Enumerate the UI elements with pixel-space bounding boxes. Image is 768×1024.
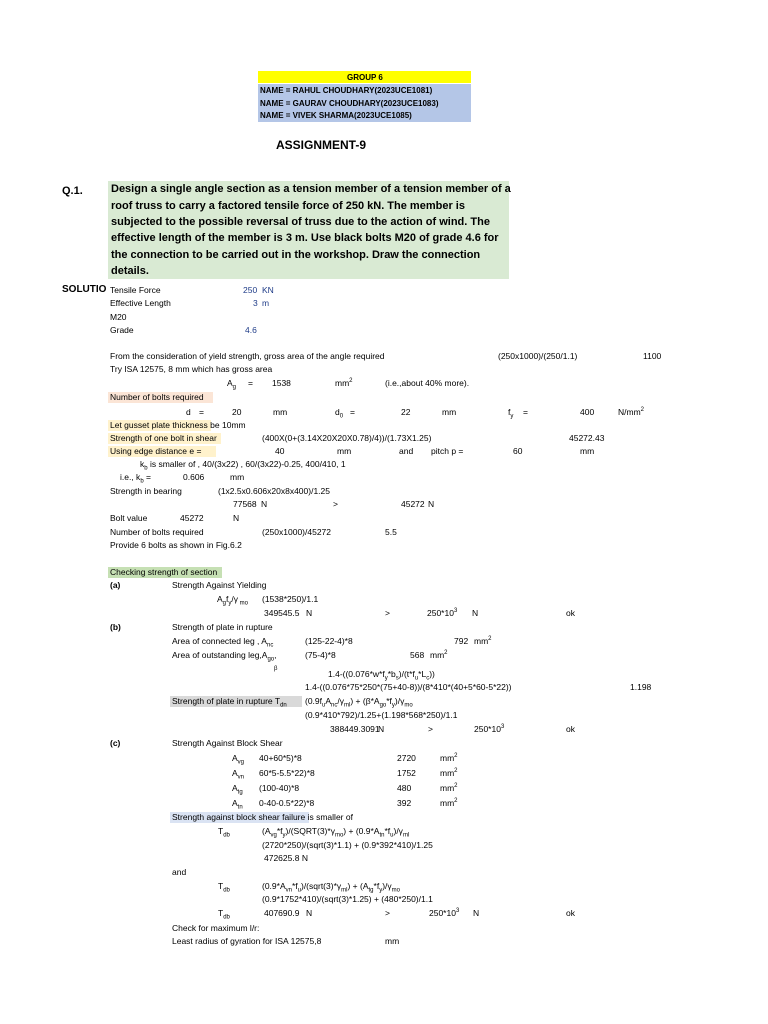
ag-value: 1538 [272, 378, 291, 388]
atn-value: 392 [397, 798, 412, 808]
part-a-compare-unit: N [472, 608, 479, 618]
least-radius-unit: mm [385, 936, 400, 946]
part-a-compare: $250*10^3$ [427, 608, 458, 618]
atg-formula: (100-40)*8 [259, 783, 300, 793]
tdb1-label: $T_{db}$ [218, 826, 230, 839]
kb-line: $k_b$ is smaller of , 40/(3x22) , 60/(3x22)-0.25, 400/410, 1 [140, 459, 346, 472]
part-a-formula-label: $A_gf_y/\gamma$ $_{mo}$ [217, 594, 249, 607]
eff-len-value: 3 [253, 298, 258, 308]
atn-label: $A_{tn}$ [232, 798, 243, 811]
tdb1-value: 472625.8 N [264, 853, 308, 863]
and-word: and [399, 446, 414, 456]
tdb2-label: $T_{db}$ [218, 881, 230, 894]
tdn-ok: ok [566, 724, 575, 734]
kb-value: 0.606 [183, 472, 205, 482]
bearing-gt: > [333, 499, 338, 509]
least-radius: Least radius of gyration for ISA 12575,8 [172, 936, 322, 946]
grade-value: 4.6 [245, 325, 257, 335]
beta-value: 1.198 [630, 682, 652, 692]
question-line-4: effective length of the member is 3 m. Use black bolts M20 of grade 4.6 for [111, 232, 499, 244]
ago-label: Area of outstanding $leg,A_{go}$, [172, 650, 277, 663]
tdb2-formula-1: $(0.9*A_{vn}*f_u)/(sqrt(3)*\gamma_{ml}) + (A_{tg}*f_y)/\gamma_{mo}$ [262, 881, 400, 894]
d-eq: = [199, 407, 204, 417]
tdb3-unit: N [306, 908, 313, 918]
part-a-gt: > [385, 608, 390, 618]
name-line-2: NAME = GAURAV CHOUDHARY(2023UCE1083) [260, 99, 439, 108]
num-bolts-value: 5.5 [385, 527, 397, 537]
anc-unit: $mm^2$ [474, 636, 492, 646]
part-b-label: (b) [110, 622, 121, 632]
tdn-compare: $250*10^3$ [474, 724, 505, 734]
checking-heading: Checking strength of section [110, 567, 218, 577]
bolt-value-unit: N [233, 513, 240, 523]
part-a-label: (a) [110, 580, 121, 590]
tdn-value: 388449.3091 [330, 724, 380, 734]
beta-label: β [274, 666, 278, 672]
part-a-title: Strength Against Yielding [172, 580, 267, 590]
tdn-formula-2: (0.9*410*792)/1.25+(1.198*568*250)/1.1 [305, 710, 458, 720]
avg-unit: $mm^2$ [440, 753, 458, 763]
fy-label: $f_y$ [508, 407, 514, 420]
avg-value: 2720 [397, 753, 416, 763]
bearing-value: 77568 [233, 499, 257, 509]
ag-unit: $mm^2$ [335, 378, 353, 388]
avn-unit: $mm^2$ [440, 768, 458, 778]
fy-unit: $N/mm^2$ [618, 407, 645, 417]
atg-label: $A_{tg}$ [232, 783, 243, 796]
tdb3-compare-unit: N [473, 908, 480, 918]
tdn-unit: N [378, 724, 385, 734]
anc-formula: (125-22-4)*8 [305, 636, 353, 646]
num-bolts-label: Number of bolts required [110, 527, 204, 537]
provide-line: Provide 6 bolts as shown in Fig.6.2 [110, 540, 242, 550]
shear-value: 45272.43 [569, 433, 605, 443]
try-isa-line: Try ISA 12575, 8 mm which has gross area [110, 364, 273, 374]
d0-value: 22 [401, 407, 411, 417]
anc-label: Area of connected leg , $A_{nc}$ [172, 636, 274, 649]
beta-formula-1: $1.4-((0.076*w*f_y*b_s)/(t*f_u*L_c))$ [328, 669, 435, 682]
ag-label: $A_g$ [227, 378, 237, 391]
atg-value: 480 [397, 783, 412, 793]
num-bolts-formula: (250x1000)/45272 [262, 527, 332, 537]
ago-unit: $mm^2$ [430, 650, 448, 660]
gusset-line: Let gusset plate thickness be 10mm [110, 420, 246, 430]
bolts-heading: Number of bolts required [110, 392, 204, 402]
d-unit: mm [273, 407, 288, 417]
part-a-ok: ok [566, 608, 575, 618]
part-a-formula: (1538*250)/1.1 [262, 594, 319, 604]
question-line-5: the connection to be carried out in the workshop. Draw the connection [111, 249, 481, 261]
d-value: 20 [232, 407, 242, 417]
ag-eq: = [248, 378, 253, 388]
tensile-force-value: 250 [243, 285, 258, 295]
grade-label: Grade [110, 325, 134, 335]
avn-label: $A_{vn}$ [232, 768, 245, 781]
d0-label: $d_0$ [335, 407, 344, 420]
and-label: and [172, 867, 187, 877]
page-title: ASSIGNMENT-9 [276, 138, 367, 152]
avg-formula: 40+60*5)*8 [259, 753, 302, 763]
question-line-2: roof truss to carry a factored tensile force of 250 kN. The member is [111, 200, 465, 212]
kb-ie: i.e., $k_b$ = [120, 472, 151, 485]
part-c-label: (c) [110, 738, 121, 748]
tensile-force-label: Tensile Force [110, 285, 161, 295]
avn-formula: 60*5-5.5*22)*8 [259, 768, 315, 778]
question-line-1: Design a single angle section as a tension member of a tension member of a [111, 183, 511, 195]
bearing-compare-unit: N [428, 499, 435, 509]
fy-eq: = [523, 407, 528, 417]
tdb1-formula-2: (2720*250)/(sqrt(3)*1.1) + (0.9*392*410)/1.25 [262, 840, 433, 850]
part-b-title: Strength of plate in rupture [172, 622, 273, 632]
kb-unit: mm [230, 472, 245, 482]
part-a-unit: N [306, 608, 313, 618]
ag-note: (i.e.,about 40% more). [385, 378, 470, 388]
d0-unit: mm [442, 407, 457, 417]
edge-label: Using edge distance e = [110, 446, 202, 456]
tdn-gt: > [428, 724, 433, 734]
pitch-value: 60 [513, 446, 523, 456]
name-line-3: NAME = VIVEK SHARMA(2023UCE1085) [260, 111, 412, 120]
ago-value: 568 [410, 650, 425, 660]
atn-formula: 0-40-0.5*22)*8 [259, 798, 315, 808]
fy-value: 400 [580, 407, 595, 417]
solution-label: SOLUTIO [62, 284, 107, 295]
tdb3-compare: $250*10^3$ [429, 908, 460, 918]
question-number: Q.1. [62, 185, 83, 197]
ago-formula: (75-4)*8 [305, 650, 336, 660]
block-label: Strength against block shear failure is smaller of [172, 812, 353, 822]
pitch-label: pitch p = [431, 446, 464, 456]
bolt-size-label: M20 [110, 312, 127, 322]
tdb3-ok: ok [566, 908, 575, 918]
edge-unit: mm [337, 446, 352, 456]
name-line-1: NAME = RAHUL CHOUDHARY(2023UCE1081) [260, 86, 433, 95]
shear-formula: (400X(0+(3.14X20X20X0.78)/4))/(1.73X1.25) [262, 433, 432, 443]
tdb3-gt: > [385, 908, 390, 918]
gross-area-line: From the consideration of yield strength, gross area of the angle required [110, 351, 385, 361]
bearing-compare: 45272 [401, 499, 425, 509]
tdb1-formula-1: $(A_{vg}*f_y)/(SQRT(3)*\gamma_{mo}) + (0.9*A_{tn}*f_u)/\gamma_{ml}$ [262, 826, 410, 839]
d0-eq: = [350, 407, 355, 417]
pitch-unit: mm [580, 446, 595, 456]
part-a-value: 349545.5 [264, 608, 300, 618]
tdb2-formula-2: (0.9*1752*410)/(sqrt(3)*1.25) + (480*250)/1.1 [262, 894, 433, 904]
tdb3-value: 407690.9 [264, 908, 300, 918]
group-label: GROUP 6 [347, 73, 383, 82]
bearing-formula: (1x2.5x0.606x20x8x400)/1.25 [218, 486, 330, 496]
avg-label: $A_{vg}$ [232, 753, 245, 766]
beta-formula-2: 1.4-((0.076*75*250*(75+40-8))/(8*410*(40+5*60-5*22)) [305, 682, 512, 692]
atn-unit: $mm^2$ [440, 798, 458, 808]
shear-label: Strength of one bolt in shear [110, 433, 217, 443]
tdn-formula-1: $(0.9f_uA_{nc}/\gamma_{ml}) + (\beta*A_{go}*f_y)/\gamma_{mo}$ [305, 696, 413, 709]
bolt-value-label: Bolt value [110, 513, 148, 523]
check-lr: Check for maximum l/r: [172, 923, 260, 933]
edge-value: 40 [275, 446, 285, 456]
bearing-unit: N [261, 499, 268, 509]
d-label: d [186, 407, 191, 417]
anc-value: 792 [454, 636, 469, 646]
avn-value: 1752 [397, 768, 416, 778]
tdn-label: Strength of plate in rupture $T_{dn}$ [172, 696, 287, 709]
part-c-title: Strength Against Block Shear [172, 738, 283, 748]
tensile-force-unit: KN [262, 285, 274, 295]
question-line-6: details. [111, 265, 149, 277]
tdb3-label: $T_{db}$ [218, 908, 230, 921]
bolt-value: 45272 [180, 513, 204, 523]
question-line-3: subjected to the possible reversal of truss due to the action of wind. The [111, 216, 490, 228]
gross-area-formula: (250x1000)/(250/1.1) [498, 351, 578, 361]
eff-len-label: Effective Length [110, 298, 171, 308]
gross-area-result: 1100 [643, 351, 662, 361]
bearing-label: Strength in bearing [110, 486, 182, 496]
eff-len-unit: m [262, 298, 270, 308]
atg-unit: $mm^2$ [440, 783, 458, 793]
